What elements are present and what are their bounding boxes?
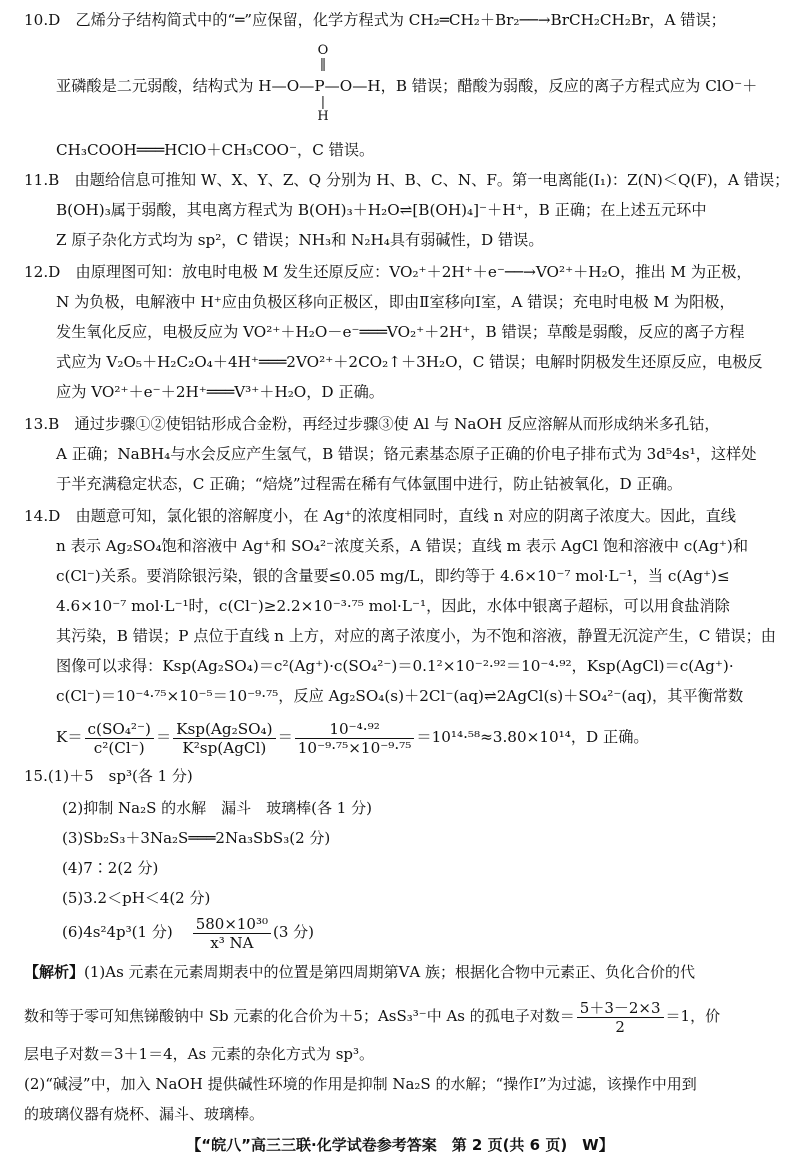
lone-pair-numerator: 5＋3－2×3 <box>577 999 664 1018</box>
q12-line-2: N 为负极，电解液中 H⁺应由负极区移向正极区，即由Ⅱ室移向Ⅰ室，A 错误；充电时电极 M 为阳极， <box>56 293 735 311</box>
q15-answer-1: 15.(1)＋5 sp³(各 1 分) <box>24 767 193 785</box>
k-label: K＝ <box>56 728 83 746</box>
q13-line-2: A 正确；NaBH₄与水会反应产生氢气，B 错误；铬元素基态原子正确的价电子排布式为 3d⁵4s¹，这样处 <box>56 445 757 463</box>
q15-answer-4: (4)7∶2(2 分) <box>62 859 159 877</box>
q15-answer-2: (2)抑制 Na₂S 的水解 漏斗 玻璃棒(各 1 分) <box>62 799 372 817</box>
analysis-line-4: (2)“碱浸”中，加入 NaOH 提供碱性环境的作用是抑制 Na₂S 的水解；“操作Ⅰ”为过滤，该操作中用到 <box>24 1075 697 1093</box>
q14-line-1: 14.D 由题意可知，氯化银的溶解度小，在 Ag⁺的浓度相同时，直线 n 对应的阴离子浓度大。因此，直线 <box>24 507 736 525</box>
q12-line-5: 应为 VO²⁺＋e⁻＋2H⁺═══V³⁺＋H₂O，D 正确。 <box>56 383 384 401</box>
density-numerator: 580×10³⁰ <box>193 915 271 934</box>
q10-line-3: CH₃COOH═══HClO＋CH₃COO⁻，C 错误。 <box>56 141 375 159</box>
q11-line-3: Z 原子杂化方式均为 sp²，C 错误；NH₃和 N₂H₄具有弱碱性，D 错误。 <box>56 231 544 249</box>
analysis-text-2b: ＝1，价 <box>665 1007 721 1025</box>
fraction-1-numerator: c(SO₄²⁻) <box>85 720 154 739</box>
q14-equilibrium-constant <box>56 718 776 757</box>
analysis-text-1: (1)As 元素在元素周期表中的位置是第四周期第ⅤA 族；根据化合物中元素正、负化合价的代 <box>84 963 695 981</box>
struct-oxygen: O <box>317 43 329 58</box>
q14-line-2: n 表示 Ag₂SO₄饱和溶液中 Ag⁺和 SO₄²⁻浓度关系，A 错误；直线 m 表示 AgCl 饱和溶液中 c(Ag⁺)和 <box>56 537 749 555</box>
analysis-line-5: 的玻璃仪器有烧杯、漏斗、玻璃棒。 <box>24 1105 265 1123</box>
q15-answer-5: (5)3.2＜pH＜4(2 分) <box>62 889 211 907</box>
fraction-2 <box>173 720 275 757</box>
density-fraction <box>193 915 271 952</box>
lone-pair-fraction <box>577 999 664 1036</box>
q10-line-1: 10.D 乙烯分子结构简式中的“═”应保留，化学方程式为 CH₂═CH₂＋Br₂──→BrCH₂CH₂Br，A 错误； <box>24 11 726 29</box>
q14-line-5: 其污染，B 错误；P 点位于直线 n 上方，对应的离子浓度小，为不饱和溶液，静置无沉淀产生，C 错误；由 <box>56 627 776 645</box>
q12-line-4: 式应为 V₂O₅＋H₂C₂O₄＋4H⁺═══2VO²⁺＋2CO₂↑＋3H₂O，C 错误；电解时阴极发生还原反应，电极反 <box>56 353 763 371</box>
lone-pair-denominator: 2 <box>615 1017 625 1036</box>
page-footer: 【“皖八”高三三联·化学试卷参考答案 第 2 页(共 6 页) W】 <box>186 1136 614 1154</box>
q14-line-7: c(Cl⁻)＝10⁻⁴·⁷⁵×10⁻⁵＝10⁻⁹·⁷⁵，反应 Ag₂SO₄(s)＋2Cl⁻(aq)⇌2AgCl(s)＋SO₄²⁻(aq)，其平衡常数 <box>56 687 744 705</box>
q14-line-3: c(Cl⁻)关系。要消除银污染，银的含量要≤0.05 mg/L，即约等于 4.6×10⁻⁷ mol·L⁻¹，当 c(Ag⁺)≤ <box>56 567 730 585</box>
equals-sign: ＝ <box>277 728 293 746</box>
analysis-text-2a: 数和等于零可知焦锑酸钠中 Sb 元素的化合价为＋5；AsS₃³⁻中 As 的孤电子对数＝ <box>24 1007 575 1025</box>
q11-line-2: B(OH)₃属于弱酸，其电离方程式为 B(OH)₃＋H₂O⇌[B(OH)₄]⁻＋H⁺，B 正确；在上述五元环中 <box>56 201 707 219</box>
struct-double-bond: ‖ <box>319 57 327 72</box>
q15-answer-3: (3)Sb₂S₃＋3Na₂S═══2Na₃SbS₃(2 分) <box>62 829 331 847</box>
q12-line-3: 发生氧化反应，电极反应为 VO²⁺＋H₂O－e⁻═══VO₂⁺＋2H⁺，B 错误；草酸是弱酸，反应的离子方程 <box>56 323 745 341</box>
fraction-1-denominator: c²(Cl⁻) <box>93 738 145 757</box>
q12-line-1: 12.D 由原理图可知：放电时电极 M 发生还原反应：VO₂⁺＋2H⁺＋e⁻──→VO²⁺＋H₂O，推出 M 为正极， <box>24 263 752 281</box>
q14-line-4: 4.6×10⁻⁷ mol·L⁻¹时，c(Cl⁻)≥2.2×10⁻³·⁷⁵ mol·L⁻¹，因此，水体中银离子超标，可以用食盐消除 <box>56 597 730 615</box>
q10-line-2: 亚磷酸是二元弱酸，结构式为 H—O—P—O—H，B 错误；醋酸为弱酸，反应的离子方程式应为 ClO⁻＋ <box>56 77 758 95</box>
fraction-2-denominator: K²sp(AgCl) <box>182 738 267 757</box>
answer-6-config: (6)4s²4p³(1 分) <box>62 923 173 941</box>
equals-sign: ＝ <box>155 728 172 746</box>
fraction-3-numerator: 10⁻⁴·⁹² <box>295 720 415 739</box>
analysis-line-3: 层电子对数＝3＋1＝4，As 元素的杂化方式为 sp³。 <box>24 1045 375 1063</box>
equilibrium-result: ＝10¹⁴·⁵⁸≈3.80×10¹⁴，D 正确。 <box>416 728 649 746</box>
analysis-label: 【解析】 <box>24 963 85 981</box>
q13-line-1: 13.B 通过步骤①②使铝钴形成合金粉，再经过步骤③使 Al 与 NaOH 反应溶解从而形成纳米多孔钴， <box>24 415 720 433</box>
q15-answer-6 <box>62 912 776 952</box>
fraction-3 <box>295 720 415 757</box>
fraction-2-numerator: Ksp(Ag₂SO₄) <box>173 720 275 739</box>
struct-single-bond: | <box>320 95 326 110</box>
fraction-3-denominator: 10⁻⁹·⁷⁵×10⁻⁹·⁷⁵ <box>297 738 412 757</box>
q11-line-1: 11.B 由题给信息可推知 W、X、Y、Z、Q 分别为 H、B、C、N、F。第一电离能(I₁)：Z(N)＜Q(F)，A 错误； <box>24 171 790 189</box>
struct-hydrogen: H <box>317 109 329 124</box>
fraction-1 <box>85 720 154 757</box>
q14-line-6: 图像可以求得：Ksp(Ag₂SO₄)＝c²(Ag⁺)·c(SO₄²⁻)＝0.1²×10⁻²·⁹²＝10⁻⁴·⁹²，Ksp(AgCl)＝c(Ag⁺)· <box>56 657 734 675</box>
q13-line-3: 于半充满稳定状态，C 正确；“焙烧”过程需在稀有气体氩围中进行，防止钴被氧化，D 正确。 <box>56 475 683 493</box>
analysis-line-1 <box>24 962 776 982</box>
analysis-line-2 <box>24 996 776 1036</box>
answer-6-score: (3 分) <box>273 923 315 941</box>
density-denominator: x³ NA <box>210 933 254 952</box>
